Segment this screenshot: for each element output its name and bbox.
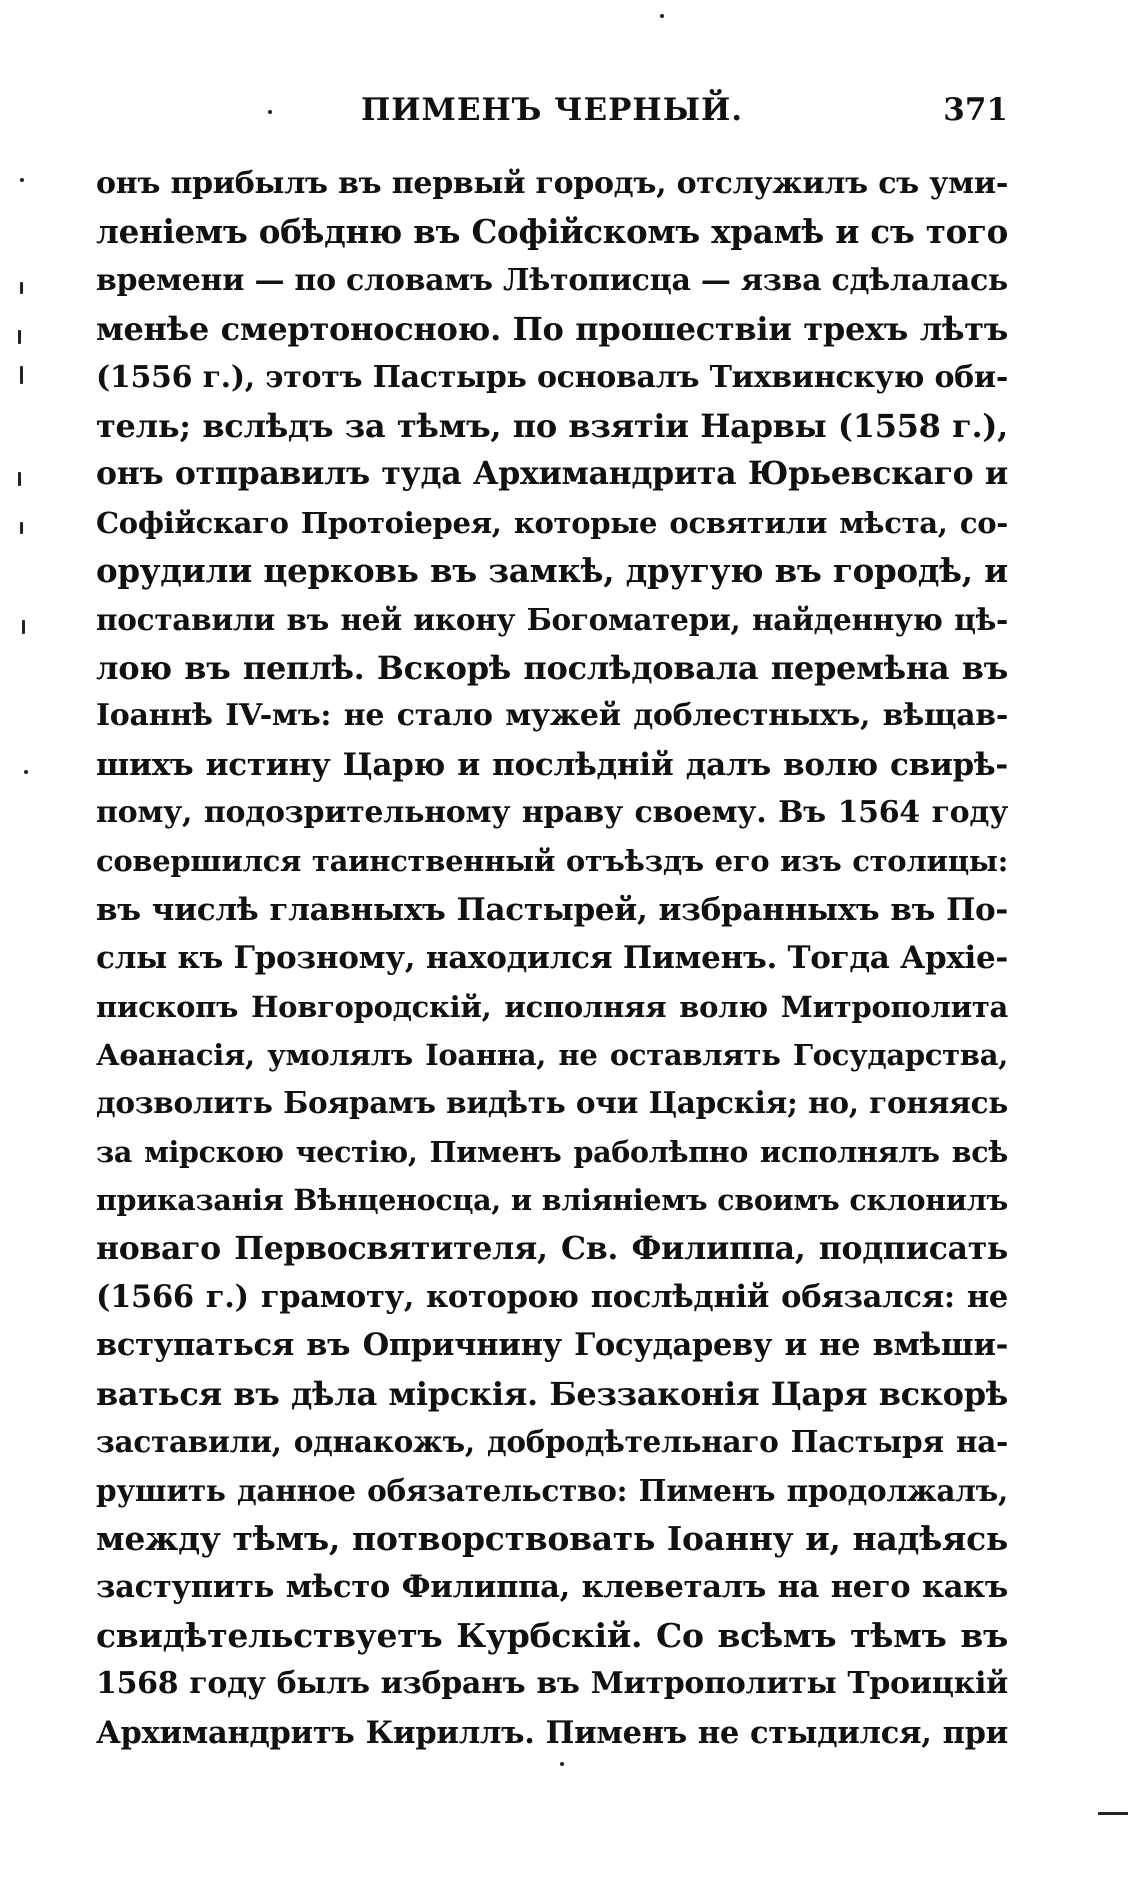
text-line: Аѳанасія, умолялъ Іоанна, не оставлять Государства,	[96, 1038, 1008, 1073]
text-line: дозволить Боярамъ видѣть очи Царскія; но, гоняясь	[96, 1085, 1008, 1121]
text-line: новаго Первосвятителя, Св. Филиппа, подписать	[96, 1229, 1008, 1267]
top-speck	[660, 14, 664, 18]
text-line: менѣе смертоносною. По прошествіи трехъ лѣтъ	[96, 310, 1008, 349]
running-head	[96, 92, 1008, 140]
margin-speck	[20, 366, 23, 384]
text-line: лою въ пеплѣ. Вскорѣ послѣдовала перемѣна въ	[96, 648, 1008, 687]
text-line: въ числѣ главныхъ Пастырей, избранныхъ въ По-	[96, 891, 1008, 928]
text-line: 1568 году былъ избранъ въ Митрополиты Троицкій	[96, 1666, 1008, 1702]
text-line: времени — по словамъ Лѣтописца — язва сдѣлалась	[96, 262, 1008, 298]
margin-speck	[18, 330, 21, 344]
page-number: 371	[943, 92, 1008, 128]
text-line: поставили въ ней икону Богоматери, найденную цѣ-	[96, 601, 1008, 637]
bottom-speck	[560, 1762, 564, 1766]
text-line: рушить данное обязательство: Пименъ продолжалъ,	[96, 1472, 1008, 1508]
text-line: онъ отправилъ туда Архимандрита Юрьевскаго и	[96, 455, 1008, 493]
text-line: приказанія Вѣнценосца, и вліяніемъ своимъ склонилъ	[96, 1183, 1008, 1218]
text-line: между тѣмъ, потворствовать Іоанну и, надѣясь	[96, 1518, 1008, 1558]
text-line: вступаться въ Опричнину Государеву и не вмѣши-	[96, 1327, 1008, 1364]
text-line: (1556 г.), этотъ Пастырь основалъ Тихвинскую оби-	[96, 359, 1008, 395]
text-line: пому, подозрительному нраву своему. Въ 1564 году	[96, 795, 1008, 831]
text-line: пископъ Новгородскій, исполняя волю Митрополита	[96, 989, 1008, 1024]
text-line: слы къ Грозному, находился Пименъ. Тогда Архіе-	[96, 940, 1008, 977]
text-line: за мірскою честію, Пименъ раболѣпно исполнялъ всѣ	[96, 1134, 1008, 1169]
text-line: орудили церковь въ замкѣ, другую въ городѣ, и	[96, 551, 1008, 591]
text-line: Архимандритъ Кириллъ. Пименъ не стыдился, при	[96, 1714, 1008, 1751]
text-line: шихъ истину Царю и послѣдній далъ волю свирѣ-	[96, 746, 1008, 783]
margin-speck	[20, 522, 23, 534]
text-line: (1566 г.) грамоту, которою послѣдній обязался: не	[96, 1278, 1008, 1315]
bottom-right-dash	[1098, 1812, 1128, 1815]
left-margin-specks	[0, 0, 60, 1878]
text-line: онъ прибылъ въ первый городъ, отслужилъ съ уми-	[96, 166, 1008, 201]
text-line: заставили, однакожъ, добродѣтельнаго Пастыря на-	[96, 1424, 1008, 1460]
text-line: свидѣтельствуетъ Курбскій. Со всѣмъ тѣмъ въ	[96, 1615, 1008, 1655]
text-line: совершился таинственный отъѣздъ его изъ столицы:	[96, 844, 1008, 879]
text-line: ваться въ дѣла мірскія. Беззаконія Царя вскорѣ	[96, 1374, 1008, 1413]
margin-speck	[20, 178, 24, 182]
text-line: заступить мѣсто Филиппа, клеветалъ на него какъ	[96, 1569, 1008, 1606]
body-text	[96, 160, 1008, 1757]
margin-speck	[22, 620, 25, 634]
margin-speck	[18, 472, 21, 486]
margin-speck	[24, 770, 28, 774]
text-line: леніемъ обѣдню въ Софійскомъ храмѣ и съ того	[96, 212, 1008, 252]
text-line: тель; вслѣдъ за тѣмъ, по взятіи Нарвы (1558 г.),	[96, 406, 1008, 445]
text-line: Іоаннѣ IV-мъ: не стало мужей доблестныхъ, вѣщав-	[96, 698, 1008, 734]
running-title: ПИМЕНЪ ЧЕРНЫЙ.	[360, 92, 744, 128]
text-line: Софійскаго Протоіерея, которые освятили мѣста, со-	[96, 505, 1008, 540]
margin-speck	[20, 282, 23, 294]
